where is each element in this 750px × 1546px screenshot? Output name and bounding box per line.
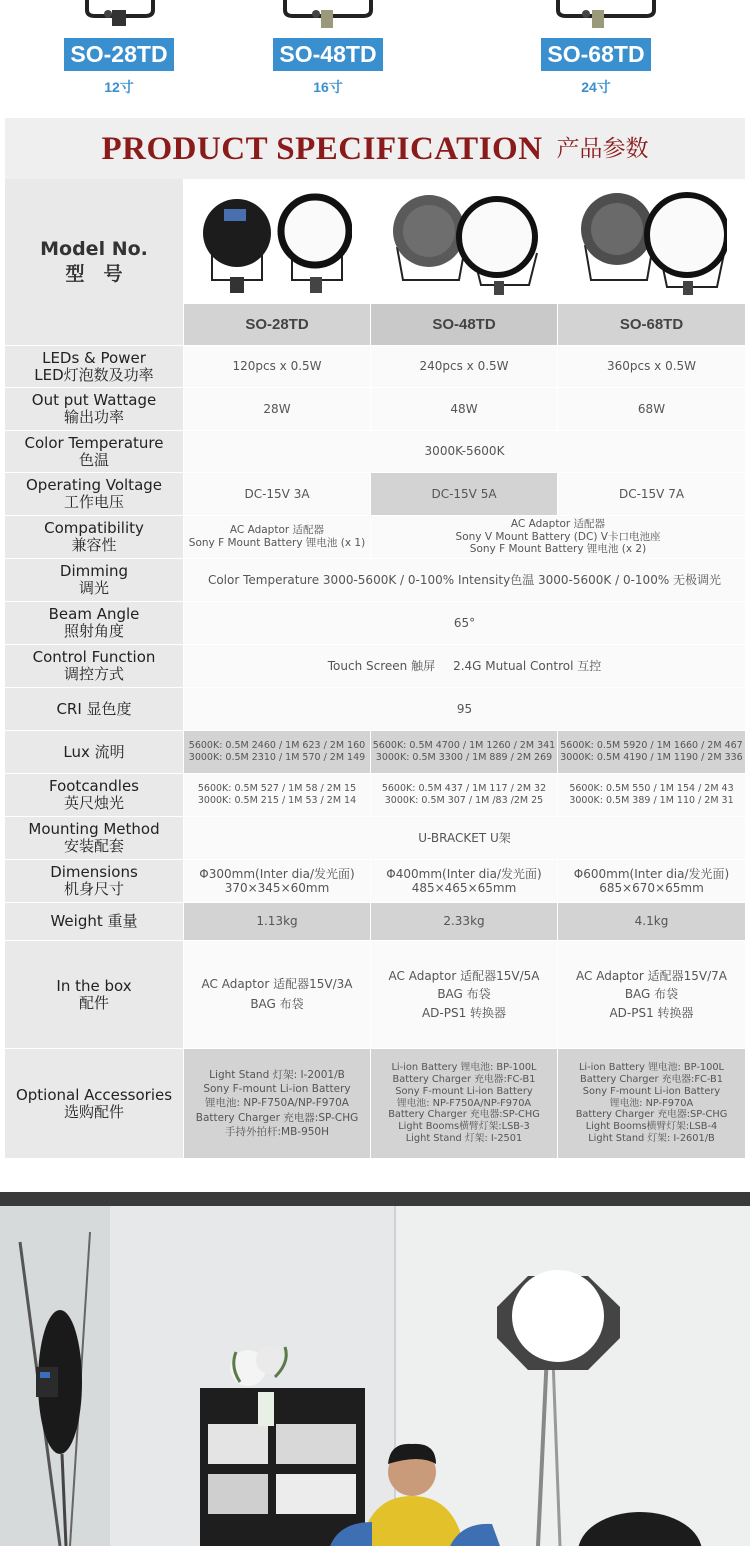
model-header-so68td: SO-68TD — [558, 304, 745, 345]
lux-so68td: 5600K: 0.5M 5920 / 1M 1660 / 2M 467 3000K: 0.5M 4190 / 1M 1190 / 2M 336 — [558, 731, 745, 773]
model-label: Model No. 型 号 — [5, 179, 183, 345]
model-header-so48td: SO-48TD — [371, 304, 557, 345]
inbox-so28td: AC Adaptor 适配器15V/3A BAG 布袋 — [184, 941, 370, 1048]
model-badge-so28td: SO-28TD — [64, 38, 174, 71]
inbox-so48td: AC Adaptor 适配器15V/5A BAG 布袋 AD-PS1 转换器 — [371, 941, 557, 1048]
cri-value: 95 — [184, 688, 745, 730]
row-label-footcandles: Footcandles 英尺烛光 — [5, 774, 183, 816]
footcandles-so28td: 5600K: 0.5M 527 / 1M 58 / 2M 15 3000K: 0.5M 215 / 1M 53 / 2M 14 — [184, 774, 370, 816]
optional-so48td: Li-ion Battery 锂电池: BP-100L Battery Charger 充电器:FC-B1 Sony F-mount Li-ion Battery 锂电池: NP-F750A/NP-F970A Battery Charger 充电器:SP-CHG Light Booms横臂灯架:LSB-3 Light Stand 灯架: I-2501 — [371, 1049, 557, 1158]
row-label-control: Control Function 调控方式 — [5, 645, 183, 687]
output-so68td: 68W — [558, 388, 745, 430]
optional-so68td: Li-ion Battery 锂电池: BP-100L Battery Charger 充电器:FC-B1 Sony F-mount Li-ion Battery 锂电池: NP-F970A Battery Charger 充电器:SP-CHG Light Booms横臂灯架:LSB-4 Light Stand 灯架: I-2601/B — [558, 1049, 745, 1158]
control-value: Touch Screen 触屏 2.4G Mutual Control 互控 — [184, 645, 745, 687]
row-label-dimensions: Dimensions 机身尺寸 — [5, 860, 183, 902]
row-label-compat: Compatibility 兼容性 — [5, 516, 183, 558]
row-label-output: Out put Wattage 输出功率 — [5, 388, 183, 430]
row-label-cri: CRI 显色度 — [5, 688, 183, 730]
leds-so28td: 120pcs x 0.5W — [184, 346, 370, 387]
weight-so48td: 2.33kg — [371, 903, 557, 940]
row-label-dimming: Dimming 调光 — [5, 559, 183, 601]
light-stand-icon — [283, 0, 373, 30]
optional-so28td: Light Stand 灯架: I-2001/B Sony F-mount Li-ion Battery 锂电池: NP-F750A/NP-F970A Battery Charger 充电器:SP-CHG 手持外拍杆:MB-950H — [184, 1049, 370, 1158]
product-image-so28td — [184, 179, 370, 303]
dimensions-so48td: Φ400mm(Inter dia/发光面) 485×465×65mm — [371, 860, 557, 902]
inbox-so68td: AC Adaptor 适配器15V/7A BAG 布袋 AD-PS1 转换器 — [558, 941, 745, 1048]
model-badge-so68td: SO-68TD — [541, 38, 651, 71]
panel-light-icon — [202, 185, 352, 297]
studio-scene-image — [0, 1192, 750, 1546]
spec-title: PRODUCT SPECIFICATION — [101, 131, 543, 167]
spec-title-cn: 产品参数 — [556, 136, 649, 162]
output-so48td: 48W — [371, 388, 557, 430]
beam-value: 65° — [184, 602, 745, 644]
row-label-leds: LEDs & Power LED灯泡数及功率 — [5, 346, 183, 387]
model-size-so68td: 24寸 — [581, 79, 611, 95]
dimensions-so28td: Φ300mm(Inter dia/发光面) 370×345×60mm — [184, 860, 370, 902]
spec-header — [5, 118, 745, 179]
product-image-so48td — [371, 179, 557, 303]
output-so28td: 28W — [184, 388, 370, 430]
dimensions-so68td: Φ600mm(Inter dia/发光面) 685×670×65mm — [558, 860, 745, 902]
weight-so68td: 4.1kg — [558, 903, 745, 940]
row-label-voltage: Operating Voltage 工作电压 — [5, 473, 183, 515]
light-stand-icon — [85, 0, 155, 30]
footcandles-so48td: 5600K: 0.5M 437 / 1M 117 / 2M 32 3000K: 0.5M 307 / 1M /83 /2M 25 — [371, 774, 557, 816]
leds-so48td: 240pcs x 0.5W — [371, 346, 557, 387]
model-strip — [0, 0, 750, 110]
studio-photo — [0, 1192, 750, 1546]
panel-light-icon — [389, 185, 539, 297]
spec-table — [5, 118, 745, 1158]
model-size-so48td: 16寸 — [313, 79, 343, 95]
model-header-so28td: SO-28TD — [184, 304, 370, 345]
model-size-so28td: 12寸 — [104, 79, 134, 95]
row-label-weight: Weight 重量 — [5, 903, 183, 940]
light-stand-icon — [556, 0, 656, 30]
compat-so28td: AC Adaptor 适配器 Sony F Mount Battery 锂电池 (x 1) — [184, 516, 370, 558]
mounting-value: U-BRACKET U架 — [184, 817, 745, 859]
panel-light-icon — [577, 185, 727, 297]
dimming-value: Color Temperature 3000-5600K / 0-100% Intensity色温 3000-5600K / 0-100% 无极调光 — [184, 559, 745, 601]
row-label-inbox: In the box 配件 — [5, 941, 183, 1048]
footcandles-so68td: 5600K: 0.5M 550 / 1M 154 / 2M 43 3000K: 0.5M 389 / 1M 110 / 2M 31 — [558, 774, 745, 816]
row-label-color-temp: Color Temperature 色温 — [5, 431, 183, 472]
leds-so68td: 360pcs x 0.5W — [558, 346, 745, 387]
voltage-so68td: DC-15V 7A — [558, 473, 745, 515]
lux-so28td: 5600K: 0.5M 2460 / 1M 623 / 2M 160 3000K: 0.5M 2310 / 1M 570 / 2M 149 — [184, 731, 370, 773]
weight-so28td: 1.13kg — [184, 903, 370, 940]
lux-so48td: 5600K: 0.5M 4700 / 1M 1260 / 2M 341 3000K: 0.5M 3300 / 1M 889 / 2M 269 — [371, 731, 557, 773]
color-temp-value: 3000K-5600K — [184, 431, 745, 472]
model-badge-so48td: SO-48TD — [273, 38, 383, 71]
voltage-so28td: DC-15V 3A — [184, 473, 370, 515]
product-image-so68td — [558, 179, 745, 303]
row-label-lux: Lux 流明 — [5, 731, 183, 773]
row-label-mounting: Mounting Method 安装配套 — [5, 817, 183, 859]
row-label-beam: Beam Angle 照射角度 — [5, 602, 183, 644]
voltage-so48td: DC-15V 5A — [371, 473, 557, 515]
compat-so48td-so68td: AC Adaptor 适配器 Sony V Mount Battery (DC) V卡口电池座 Sony F Mount Battery 锂电池 (x 2) — [371, 516, 745, 558]
row-label-optional: Optional Accessories 选购配件 — [5, 1049, 183, 1158]
